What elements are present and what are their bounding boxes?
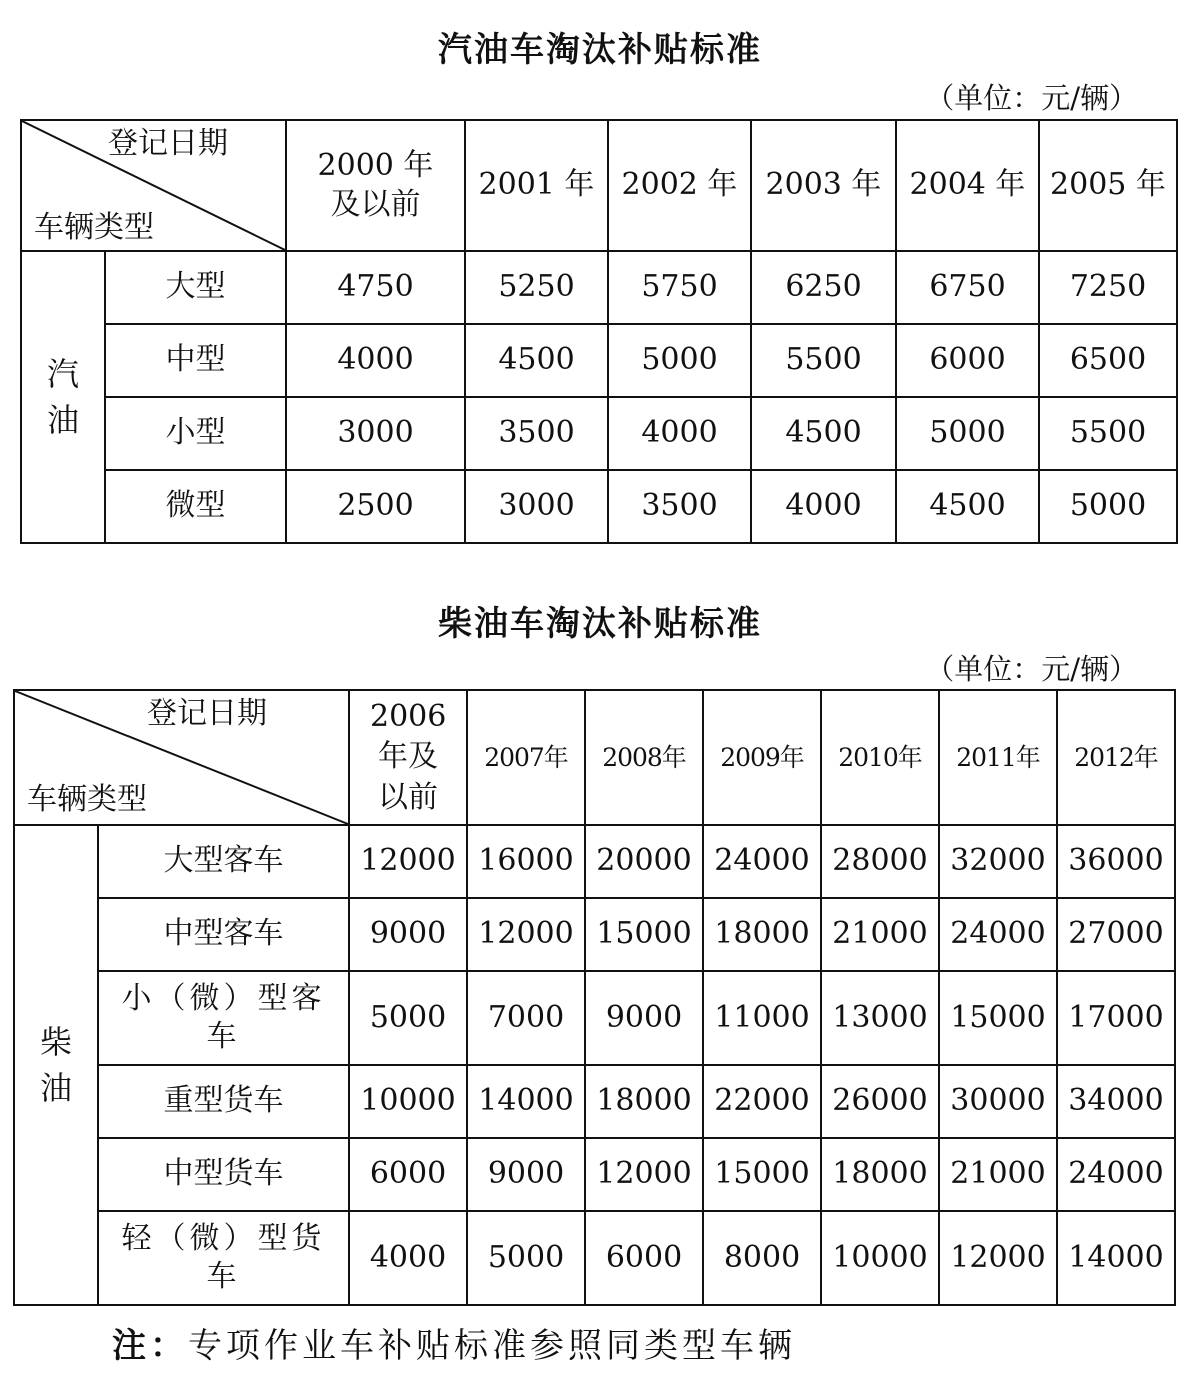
table-cell: 5000 [896,397,1039,470]
table-cell: 5750 [608,251,751,324]
table-cell: 6000 [585,1211,703,1305]
table1-col-header: 2001 年 [465,120,608,251]
table-cell: 4750 [286,251,465,324]
table-cell: 6000 [896,324,1039,397]
table-cell: 7000 [467,971,585,1065]
table-row [21,470,1177,543]
table-cell: 12000 [939,1211,1057,1305]
table-cell: 3500 [465,397,608,470]
table1-corner-cell [21,120,286,251]
table-cell: 14000 [467,1065,585,1138]
table1-col-header: 2005 年 [1039,120,1177,251]
table2-title: 柴油车淘汰补贴标准 [438,604,762,644]
footnote-label: 注： [112,1326,188,1366]
table-cell: 3500 [608,470,751,543]
table-cell: 18000 [703,898,821,971]
vehicle-type: 大型 [105,251,286,324]
table-cell: 12000 [467,898,585,971]
table-cell: 24000 [939,898,1057,971]
table-cell: 28000 [821,825,939,898]
table-cell: 18000 [585,1065,703,1138]
diesel-subsidy-table [13,689,1176,1306]
table-cell: 15000 [939,971,1057,1065]
vehicle-type: 小（微）型客车 [98,971,349,1065]
table-cell: 4000 [286,324,465,397]
table2-corner-top: 登记日期 [147,696,267,731]
table-cell: 7250 [1039,251,1177,324]
table2-group-label: 柴油 [14,825,98,1305]
table-cell: 5000 [1039,470,1177,543]
table-cell: 4000 [751,470,896,543]
table-cell: 12000 [585,1138,703,1211]
vehicle-type: 轻（微）型货车 [98,1211,349,1305]
table-cell: 3000 [286,397,465,470]
table-row [14,825,1175,898]
table-cell: 5000 [467,1211,585,1305]
table-cell: 21000 [939,1138,1057,1211]
table-row [14,898,1175,971]
table-cell: 21000 [821,898,939,971]
table-cell: 15000 [585,898,703,971]
table-cell: 5500 [751,324,896,397]
table-cell: 15000 [703,1138,821,1211]
table-row [14,971,1175,1065]
table-row [14,1138,1175,1211]
table-cell: 27000 [1057,898,1175,971]
table1-unit: （单位：元/辆） [925,81,1138,115]
table1-col-header: 2003 年 [751,120,896,251]
table-cell: 4500 [896,470,1039,543]
table-cell: 20000 [585,825,703,898]
table-cell: 32000 [939,825,1057,898]
table-cell: 9000 [585,971,703,1065]
table-cell: 2500 [286,470,465,543]
table-cell: 9000 [467,1138,585,1211]
table-cell: 34000 [1057,1065,1175,1138]
table-cell: 26000 [821,1065,939,1138]
table-cell: 14000 [1057,1211,1175,1305]
table2-corner-cell [14,690,349,825]
table-cell: 18000 [821,1138,939,1211]
gasoline-subsidy-table [20,119,1178,544]
table-cell: 4000 [349,1211,467,1305]
vehicle-type: 中型 [105,324,286,397]
table-cell: 6500 [1039,324,1177,397]
table-cell: 5250 [465,251,608,324]
table-row [14,1065,1175,1138]
table-row [21,251,1177,324]
footnote [112,1318,796,1367]
table-row [21,397,1177,470]
vehicle-type: 中型货车 [98,1138,349,1211]
table2-col-header: 2007年 [467,690,585,825]
vehicle-type: 微型 [105,470,286,543]
table-row [14,1211,1175,1305]
table2-col-header: 2009年 [703,690,821,825]
vehicle-type: 小型 [105,397,286,470]
table-cell: 4500 [751,397,896,470]
table-cell: 6000 [349,1138,467,1211]
table-cell: 16000 [467,825,585,898]
table-cell: 8000 [703,1211,821,1305]
table2-unit: （单位：元/辆） [925,652,1138,686]
table-cell: 5500 [1039,397,1177,470]
table-cell: 30000 [939,1065,1057,1138]
table2-col-header: 2006年及以前 [349,690,467,825]
table-cell: 6750 [896,251,1039,324]
table1-corner-top: 登记日期 [108,126,228,161]
vehicle-type: 中型客车 [98,898,349,971]
table2-col-header: 2012年 [1057,690,1175,825]
table-cell: 24000 [1057,1138,1175,1211]
table1-col-header: 2000 年及以前 [286,120,465,251]
table-cell: 11000 [703,971,821,1065]
table-cell: 10000 [821,1211,939,1305]
table-cell: 4000 [608,397,751,470]
table-cell: 4500 [465,324,608,397]
table-cell: 24000 [703,825,821,898]
table-cell: 10000 [349,1065,467,1138]
table-cell: 22000 [703,1065,821,1138]
table-cell: 13000 [821,971,939,1065]
table2-col-header: 2011年 [939,690,1057,825]
table1-corner-bottom: 车辆类型 [34,210,154,245]
table-cell: 12000 [349,825,467,898]
vehicle-type: 大型客车 [98,825,349,898]
table1-title: 汽油车淘汰补贴标准 [438,30,762,70]
table-cell: 36000 [1057,825,1175,898]
table1-col-header: 2004 年 [896,120,1039,251]
table2-col-header: 2010年 [821,690,939,825]
table-cell: 5000 [349,971,467,1065]
table-cell: 3000 [465,470,608,543]
table-cell: 17000 [1057,971,1175,1065]
table1-group-label: 汽油 [21,251,105,543]
table2-col-header: 2008年 [585,690,703,825]
vehicle-type: 重型货车 [98,1065,349,1138]
table-row [21,324,1177,397]
footnote-text: 专项作业车补贴标准参照同类型车辆 [188,1326,796,1366]
table-cell: 9000 [349,898,467,971]
table1-col-header: 2002 年 [608,120,751,251]
table-cell: 5000 [608,324,751,397]
table-cell: 6250 [751,251,896,324]
table2-corner-bottom: 车辆类型 [27,782,147,817]
